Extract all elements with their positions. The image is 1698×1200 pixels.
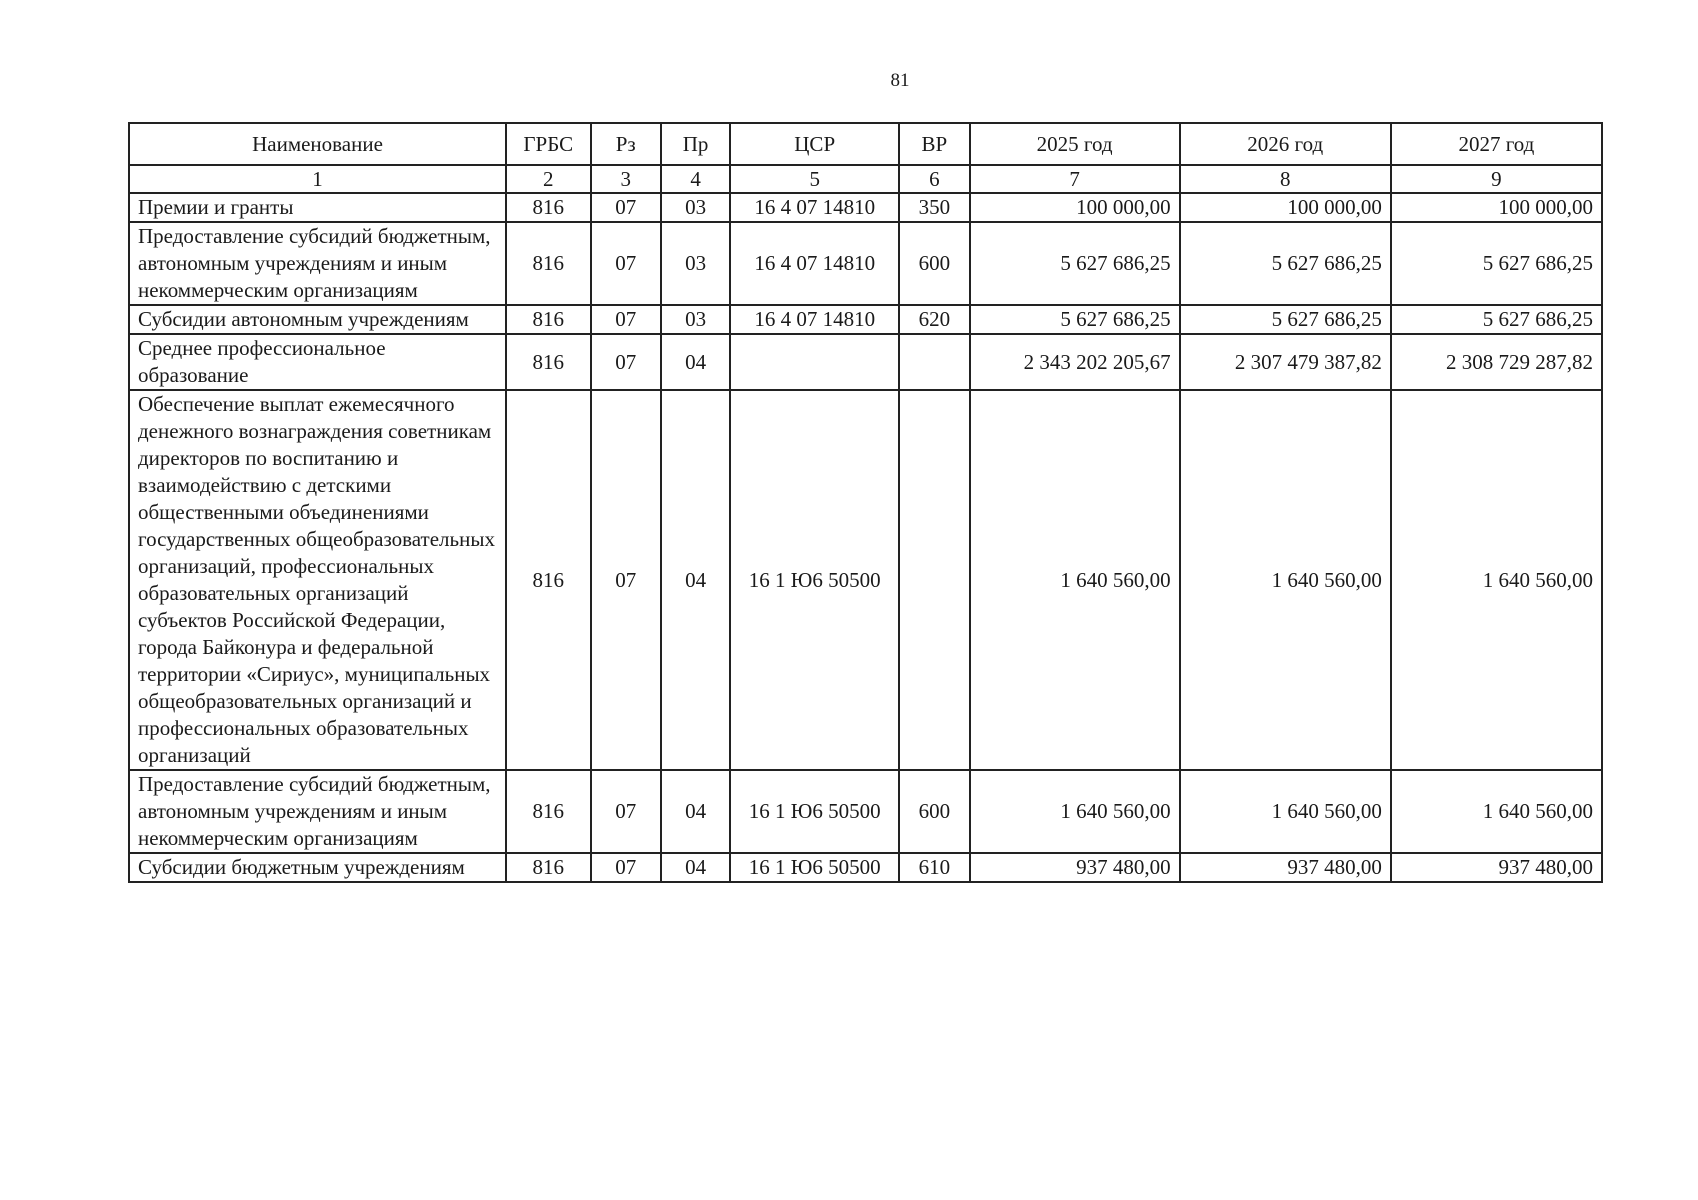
row-amount-2027: 100 000,00 bbox=[1391, 193, 1602, 222]
header-2025: 2025 год bbox=[970, 123, 1180, 165]
row-csr: 16 1 Ю6 50500 bbox=[730, 770, 899, 853]
table-row bbox=[129, 770, 1602, 853]
row-csr: 16 1 Ю6 50500 bbox=[730, 390, 899, 770]
budget-table bbox=[128, 122, 1603, 883]
row-amount-2026: 100 000,00 bbox=[1180, 193, 1391, 222]
row-pr: 03 bbox=[661, 305, 730, 334]
row-pr: 03 bbox=[661, 222, 730, 305]
header-row bbox=[129, 123, 1602, 165]
row-amount-2026: 1 640 560,00 bbox=[1180, 770, 1391, 853]
table-row bbox=[129, 390, 1602, 770]
header-csr: ЦСР bbox=[730, 123, 899, 165]
header-rz: Рз bbox=[591, 123, 661, 165]
row-vr: 600 bbox=[899, 770, 969, 853]
row-pr: 04 bbox=[661, 770, 730, 853]
row-amount-2026: 1 640 560,00 bbox=[1180, 390, 1391, 770]
table-row bbox=[129, 853, 1602, 882]
row-rz: 07 bbox=[591, 305, 661, 334]
header-vr: ВР bbox=[899, 123, 969, 165]
row-vr: 620 bbox=[899, 305, 969, 334]
column-number: 3 bbox=[591, 165, 661, 193]
row-amount-2027: 5 627 686,25 bbox=[1391, 222, 1602, 305]
row-amount-2025: 1 640 560,00 bbox=[970, 390, 1180, 770]
row-amount-2025: 5 627 686,25 bbox=[970, 222, 1180, 305]
header-grbs: ГРБС bbox=[506, 123, 590, 165]
row-grbs: 816 bbox=[506, 770, 590, 853]
column-number: 2 bbox=[506, 165, 590, 193]
row-grbs: 816 bbox=[506, 853, 590, 882]
page-number: 81 bbox=[890, 70, 910, 91]
table-row bbox=[129, 193, 1602, 222]
row-amount-2025: 937 480,00 bbox=[970, 853, 1180, 882]
row-grbs: 816 bbox=[506, 193, 590, 222]
table-row bbox=[129, 305, 1602, 334]
column-number: 5 bbox=[730, 165, 899, 193]
row-name: Предоставление субсидий бюджетным, автономным учреждениям и иным некоммерческим организациям bbox=[129, 770, 506, 853]
header-pr: Пр bbox=[661, 123, 730, 165]
column-number: 8 bbox=[1180, 165, 1391, 193]
row-csr: 16 4 07 14810 bbox=[730, 305, 899, 334]
row-name: Среднее профессиональное образование bbox=[129, 334, 506, 390]
column-number: 6 bbox=[899, 165, 969, 193]
row-name: Субсидии автономным учреждениям bbox=[129, 305, 506, 334]
row-amount-2026: 5 627 686,25 bbox=[1180, 222, 1391, 305]
row-name: Обеспечение выплат ежемесячного денежного вознаграждения советникам директоров по воспитанию и взаимодействию с детскими общественными объединениями государственных общеобразовательных организаций, профессиональных образовательных организаций субъектов Российской Федерации, города Байконура и федеральной территории «Сириус», муниципальных общеобразовательных организаций и профессиональных образовательных организаций bbox=[129, 390, 506, 770]
header-2026: 2026 год bbox=[1180, 123, 1391, 165]
row-pr: 04 bbox=[661, 334, 730, 390]
row-vr: 350 bbox=[899, 193, 969, 222]
column-number: 4 bbox=[661, 165, 730, 193]
column-number: 9 bbox=[1391, 165, 1602, 193]
row-csr: 16 4 07 14810 bbox=[730, 222, 899, 305]
row-amount-2027: 5 627 686,25 bbox=[1391, 305, 1602, 334]
row-amount-2026: 2 307 479 387,82 bbox=[1180, 334, 1391, 390]
row-amount-2025: 1 640 560,00 bbox=[970, 770, 1180, 853]
row-name: Предоставление субсидий бюджетным, автономным учреждениям и иным некоммерческим организациям bbox=[129, 222, 506, 305]
row-rz: 07 bbox=[591, 334, 661, 390]
row-amount-2027: 2 308 729 287,82 bbox=[1391, 334, 1602, 390]
row-vr: 610 bbox=[899, 853, 969, 882]
column-number: 7 bbox=[970, 165, 1180, 193]
row-vr: 600 bbox=[899, 222, 969, 305]
table-row bbox=[129, 334, 1602, 390]
row-csr: 16 1 Ю6 50500 bbox=[730, 853, 899, 882]
row-pr: 04 bbox=[661, 853, 730, 882]
row-vr bbox=[899, 390, 969, 770]
row-amount-2027: 1 640 560,00 bbox=[1391, 770, 1602, 853]
row-csr bbox=[730, 334, 899, 390]
row-amount-2025: 100 000,00 bbox=[970, 193, 1180, 222]
row-name: Премии и гранты bbox=[129, 193, 506, 222]
header-2027: 2027 год bbox=[1391, 123, 1602, 165]
row-grbs: 816 bbox=[506, 334, 590, 390]
row-vr bbox=[899, 334, 969, 390]
row-pr: 04 bbox=[661, 390, 730, 770]
table-row bbox=[129, 222, 1602, 305]
row-amount-2027: 937 480,00 bbox=[1391, 853, 1602, 882]
row-csr: 16 4 07 14810 bbox=[730, 193, 899, 222]
column-number-row bbox=[129, 165, 1602, 193]
row-rz: 07 bbox=[591, 390, 661, 770]
row-grbs: 816 bbox=[506, 222, 590, 305]
row-rz: 07 bbox=[591, 222, 661, 305]
row-amount-2025: 5 627 686,25 bbox=[970, 305, 1180, 334]
column-number: 1 bbox=[129, 165, 506, 193]
row-rz: 07 bbox=[591, 193, 661, 222]
row-grbs: 816 bbox=[506, 390, 590, 770]
row-rz: 07 bbox=[591, 770, 661, 853]
row-name: Субсидии бюджетным учреждениям bbox=[129, 853, 506, 882]
row-amount-2027: 1 640 560,00 bbox=[1391, 390, 1602, 770]
row-amount-2026: 5 627 686,25 bbox=[1180, 305, 1391, 334]
header-name: Наименование bbox=[129, 123, 506, 165]
row-rz: 07 bbox=[591, 853, 661, 882]
row-amount-2026: 937 480,00 bbox=[1180, 853, 1391, 882]
row-amount-2025: 2 343 202 205,67 bbox=[970, 334, 1180, 390]
row-pr: 03 bbox=[661, 193, 730, 222]
row-grbs: 816 bbox=[506, 305, 590, 334]
